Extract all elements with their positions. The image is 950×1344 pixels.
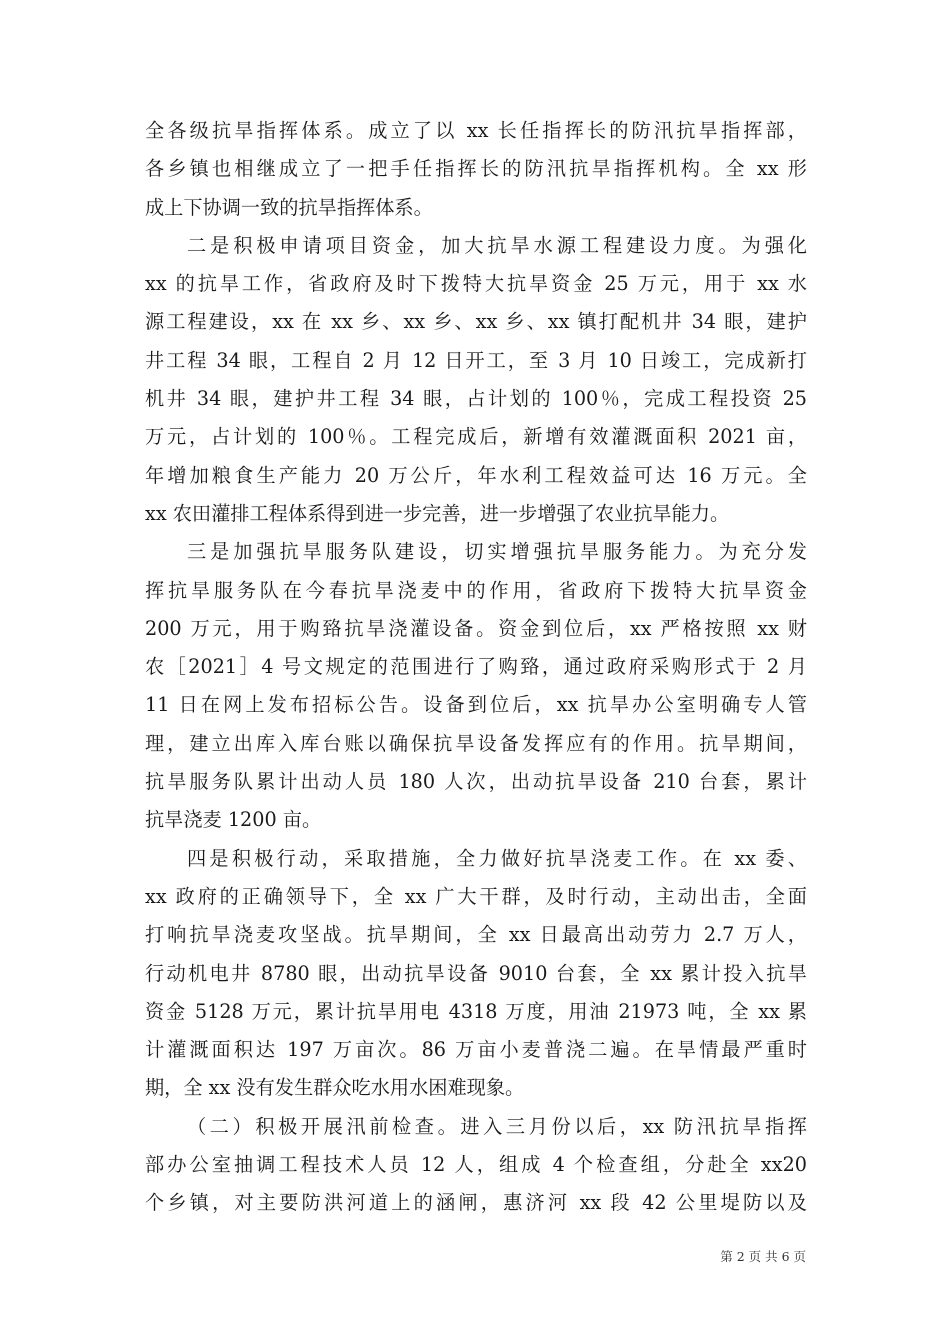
text-line: 农［2021］4 号文规定的范围进行了购臵，通过政府采购形式于 2 月: [145, 655, 807, 679]
text-line: 资金 5128 万元，累计抗旱用电 4318 万度，用油 21973 吨，全 xx 累: [145, 999, 807, 1023]
text-line: 计灌溉面积达 197 万亩次。86 万亩小麦普浇二遍。在旱情最严重时: [145, 1038, 807, 1062]
text-line: xx 的抗旱工作，省政府及时下拨特大抗旱资金 25 万元，用于 xx 水: [145, 272, 807, 296]
text-line: 抗旱浇麦 1200 亩。: [145, 808, 322, 832]
text-line: 各乡镇也相继成立了一把手任指挥长的防汛抗旱指挥机构。全 xx 形: [145, 157, 807, 181]
text-line: xx 农田灌排工程体系得到进一步完善，进一步增强了农业抗旱能力。: [145, 501, 730, 525]
text-line: 11 日在网上发布招标公告。设备到位后，xx 抗旱办公室明确专人管: [145, 693, 807, 717]
text-line: 期，全 xx 没有发生群众吃水用水困难现象。: [145, 1076, 525, 1100]
text-line: 抗旱服务队累计出动人员 180 人次，出动抗旱设备 210 台套，累计: [145, 770, 807, 794]
text-line: 部办公室抽调工程技术人员 12 人，组成 4 个检查组，分赴全 xx20: [145, 1153, 807, 1177]
page-number: 第 2 页 共 6 页: [720, 1249, 806, 1264]
text-line: 打响抗旱浇麦攻坚战。抗旱期间，全 xx 日最高出动劳力 2.7 万人，: [145, 923, 807, 947]
text-line: 三是加强抗旱服务队建设，切实增强抗旱服务能力。为充分发: [187, 540, 807, 564]
text-line: 四是积极行动，采取措施，全力做好抗旱浇麦工作。在 xx 委、: [187, 846, 807, 870]
text-line: 理，建立出库入库台账以确保抗旱设备发挥应有的作用。抗旱期间，: [145, 731, 807, 755]
text-line: 源工程建设，xx 在 xx 乡、xx 乡、xx 乡、xx 镇打配机井 34 眼，建护: [145, 310, 807, 334]
text-line: 200 万元，用于购臵抗旱浇灌设备。资金到位后，xx 严格按照 xx 财: [145, 616, 807, 640]
text-line: （二）积极开展汛前检查。进入三月份以后，xx 防汛抗旱指挥: [187, 1114, 807, 1138]
text-line: 机井 34 眼，建护井工程 34 眼，占计划的 100％，完成工程投资 25: [145, 387, 807, 411]
text-line: 行动机电井 8780 眼，出动抗旱设备 9010 台套，全 xx 累计投入抗旱: [145, 961, 807, 985]
text-line: 成上下协调一致的抗旱指挥体系。: [145, 195, 433, 219]
text-line: xx 政府的正确领导下，全 xx 广大干群，及时行动，主动出击，全面: [145, 884, 807, 908]
text-line: 井工程 34 眼，工程自 2 月 12 日开工，至 3 月 10 日竣工，完成新打: [145, 348, 807, 372]
text-line: 个乡镇，对主要防洪河道上的涵闸，惠济河 xx 段 42 公里堤防以及: [145, 1191, 807, 1215]
text-line: 二是积极申请项目资金，加大抗旱水源工程建设力度。为强化: [187, 233, 807, 257]
document-body: [145, 112, 807, 1223]
text-line: 全各级抗旱指挥体系。成立了以 xx 长任指挥长的防汛抗旱指挥部，: [145, 119, 807, 142]
text-line: 年增加粮食生产能力 20 万公斤，年水利工程效益可达 16 万元。全: [145, 463, 807, 487]
text-line: 挥抗旱服务队在今春抗旱浇麦中的作用，省政府下拨特大抗旱资金: [145, 578, 807, 602]
text-line: 万元，占计划的 100％。工程完成后，新增有效灌溉面积 2021 亩，: [145, 425, 807, 449]
